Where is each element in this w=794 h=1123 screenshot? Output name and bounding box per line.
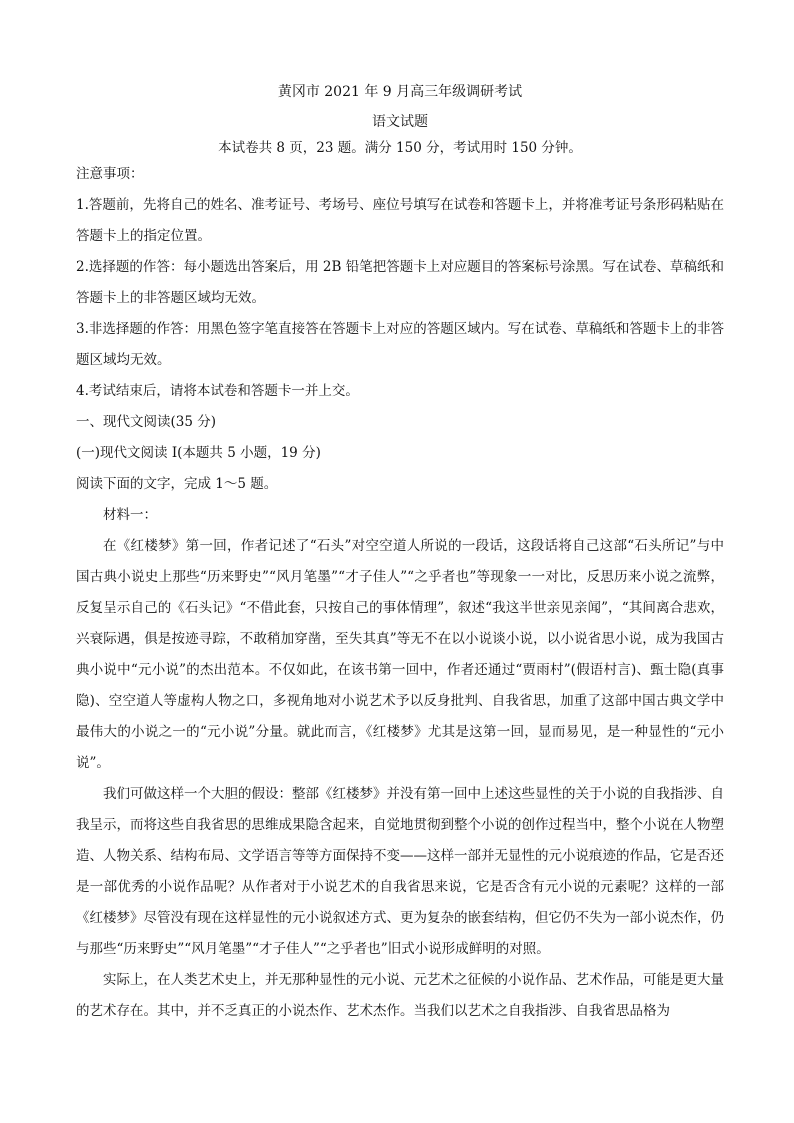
section-sub-heading: (一)现代文阅读 I(本题共 5 小题，19 分) [76,445,321,461]
exam-subject: 语文试题 [372,114,428,130]
paragraph-3: 实际上，在人类艺术史上，并无那种显性的元小说、元艺术之征候的小说作品、艺术作品，可能是更大量的艺术存在。其中，并不乏真正的小说杰作、艺术杰作。当我们以艺术之自我指涉、自我省思品格为 [76,972,724,1019]
notice-item-2: 2.选择题的作答：每小题选出答案后，用 2B 铅笔把答题卡上对应题目的答案标号涂黑。写在试卷、草稿纸和答题卡上的非答题区域均无效。 [76,259,724,306]
notice-item-4: 4.考试结束后，请将本试卷和答题卡一并上交。 [76,383,359,399]
section-heading: 一、现代文阅读(35 分) [76,414,217,430]
exam-page [76,82,724,1027]
notice-item-1: 1.答题前，先将自己的姓名、准考证号、考场号、座位号填写在试卷和答题卡上，并将准考证号条形码粘贴在答题卡上的指定位置。 [76,197,724,244]
exam-title: 黄冈市 2021 年 9 月高三年级调研考试 [277,84,523,100]
notice-heading: 注意事项： [76,166,144,182]
exam-intro: 本试卷共 8 页，23 题。满分 150 分，考试用时 150 分钟。 [218,140,582,156]
section-instruction: 阅读下面的文字，完成 1～5 题。 [76,476,278,492]
paragraph-2: 我们可做这样一个大胆的假设：整部《红楼梦》并没有第一回中上述这些显性的关于小说的自我指涉、自我呈示，而将这些自我省思的思维成果隐含起来，自觉地贯彻到整个小说的创作过程当中，整个小说在人物塑造、人物关系、结构布局、文学语言等等方面保持不变——这样一部并无显性的元小说痕迹的作品，它是否还是一部优秀的小说作品呢？从作者对于小说艺术的自我省思来说，它是否含有元小说的元素呢？这样的一部《红楼梦》尽管没有现在这样显性的元小说叙述方式、更为复杂的嵌套结构，但它仍不失为一部小说杰作，仍与那些“历来野史”“风月笔墨”“才子佳人”“之乎者也”旧式小说形成鲜明的对照。 [76,786,724,957]
paragraph-1: 在《红楼梦》第一回，作者记述了“石头”对空空道人所说的一段话，这段话将自己这部“石头所记”与中国古典小说史上那些“历来野史”“风月笔墨”“才子佳人”“之乎者也”等现象一一对比，反思历来小说之流弊，反复呈示自己的《石头记》“不借此套，只按自己的事体情理”，叙述“我这半世亲见亲闻”，“其间离合悲欢，兴衰际遇，俱是按迹寻踪，不敢稍加穿凿，至失其真”等无不在以小说谈小说，以小说省思小说，成为我国古典小说中“元小说”的杰出范本。不仅如此，在该书第一回中，作者还通过“贾雨村”(假语村言)、甄士隐(真事隐)、空空道人等虚构人物之口，多视角地对小说艺术予以反身批判、自我省思，加重了这部中国古典文学中最伟大的小说之一的“元小说”分量。就此而言，《红楼梦》尤其是这第一回，显而易见，是一种显性的“元小说”。 [76,538,724,771]
material-label: 材料一： [103,507,157,523]
notice-item-3: 3.非选择题的作答：用黑色签字笔直接答在答题卡上对应的答题区域内。写在试卷、草稿纸和答题卡上的非答题区域均无效。 [76,321,724,368]
